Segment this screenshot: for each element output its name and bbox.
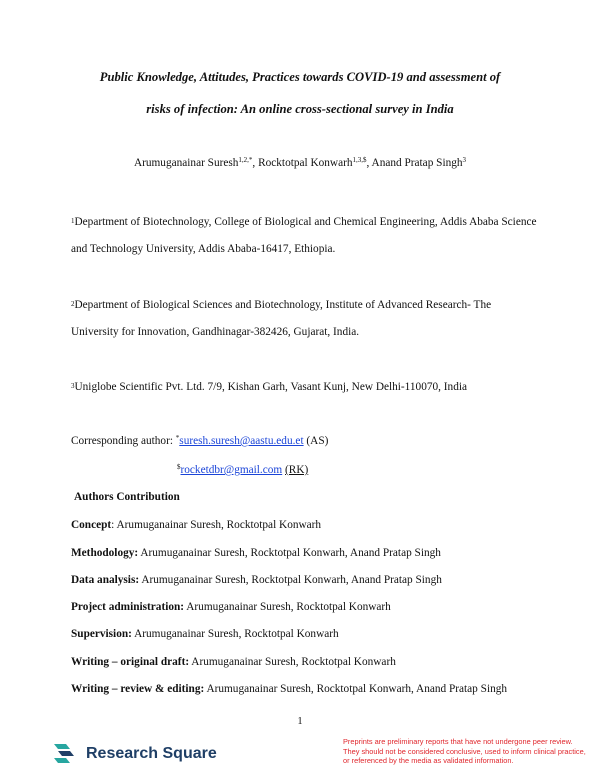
affiliation-1: [71, 209, 541, 262]
contribution-names: Arumuganainar Suresh, Rocktotpal Konwarh: [191, 656, 396, 668]
contribution-role: Data analysis:: [71, 574, 140, 586]
corresponding-mark: $: [177, 463, 181, 471]
affiliation-3: [71, 374, 541, 401]
author-name: Anand Pratap Singh: [371, 157, 463, 169]
contribution-names: Arumuganainar Suresh, Rocktotpal Konwarh, Anand Pratap Singh: [206, 683, 508, 695]
contribution-item: [71, 683, 507, 695]
email-link-2[interactable]: rocketdbr@gmail.com: [180, 464, 283, 476]
email-link-1[interactable]: suresh.suresh@aastu.edu.et: [179, 435, 304, 447]
affiliation-number: 1: [71, 217, 75, 225]
second-corresponding-line: [177, 464, 308, 476]
contribution-item: [71, 628, 339, 640]
corresponding-mark: *: [175, 434, 180, 442]
contribution-role: Project administration:: [71, 601, 185, 613]
paper-title-line-2: risks of infection: An online cross-sectional survey in India: [146, 102, 454, 116]
contribution-role: Concept: [71, 519, 112, 531]
page-number: 1: [297, 716, 303, 727]
affiliation-2: [71, 292, 541, 345]
separator: :: [111, 519, 117, 531]
affiliation-text: Uniglobe Scientific Pvt. Ltd. 7/9, Kishan Garh, Vasant Kunj, New Delhi-110070, India: [74, 381, 468, 393]
paper-title-line-1: Public Knowledge, Attitudes, Practices towards COVID-19 and assessment of: [99, 70, 501, 84]
research-square-logo-icon: [52, 742, 80, 766]
contribution-role: Supervision:: [71, 628, 132, 640]
contribution-names: Arumuganainar Suresh, Rocktotpal Konwarh: [116, 519, 322, 531]
contribution-role: Writing – review & editing:: [71, 683, 205, 695]
contribution-item: [71, 574, 442, 586]
author-affiliation-mark: 1,3,$: [352, 156, 367, 164]
corresponding-label: Corresponding author:: [71, 435, 176, 447]
affiliation-text: Department of Biotechnology, College of Biological and Chemical Engineering, Addis Ababa Science and Technology University, Addis Ababa-16417, Ethiopia.: [71, 216, 537, 255]
author-list: Arumuganainar Suresh$^{1,2,*}$, Rocktotpal Konwarh$^{1,3,\$}$, Anand Pratap Singh$^3$: [133, 156, 467, 169]
contribution-names: Arumuganainar Suresh, Rocktotpal Konwarh: [186, 601, 391, 613]
affiliation-number: 2: [71, 300, 75, 308]
contribution-item: [71, 601, 391, 613]
contribution-names: Arumuganainar Suresh, Rocktotpal Konwarh, Anand Pratap Singh: [140, 547, 441, 559]
affiliation-text: Department of Biological Sciences and Biotechnology, Institute of Advanced Research- The University for Innovation, Gandhinagar-382426, Gujarat, India.: [71, 299, 492, 338]
contribution-item: [71, 519, 321, 531]
affiliation-number: 3: [71, 382, 75, 390]
author-initials: (RK): [285, 464, 309, 476]
author-name: Arumuganainar Suresh: [133, 157, 239, 169]
contribution-item: [71, 547, 441, 559]
author-affiliation-mark: 3: [462, 156, 467, 164]
research-square-logo[interactable]: [52, 742, 217, 766]
preprint-notice: Preprints are preliminary reports that have not undergone peer review. They should not be considered conclusive, used to inform clinical practice, or referenced by the media as validated information.: [343, 737, 586, 765]
author-initials: (AS): [306, 435, 329, 447]
contribution-names: Arumuganainar Suresh, Rocktotpal Konwarh, Anand Pratap Singh: [141, 574, 442, 586]
authors-contribution-heading: Authors Contribution: [74, 491, 180, 503]
author-name: Rocktotpal Konwarh: [258, 157, 353, 169]
research-square-wordmark: Research Square: [86, 745, 217, 762]
author-affiliation-mark: 1,2,*: [238, 156, 253, 164]
contribution-item: [71, 656, 396, 668]
contribution-names: Arumuganainar Suresh, Rocktotpal Konwarh: [134, 628, 339, 640]
contribution-role: Methodology:: [71, 547, 139, 559]
corresponding-author-line: [71, 435, 328, 447]
contribution-role: Writing – original draft:: [71, 656, 190, 668]
